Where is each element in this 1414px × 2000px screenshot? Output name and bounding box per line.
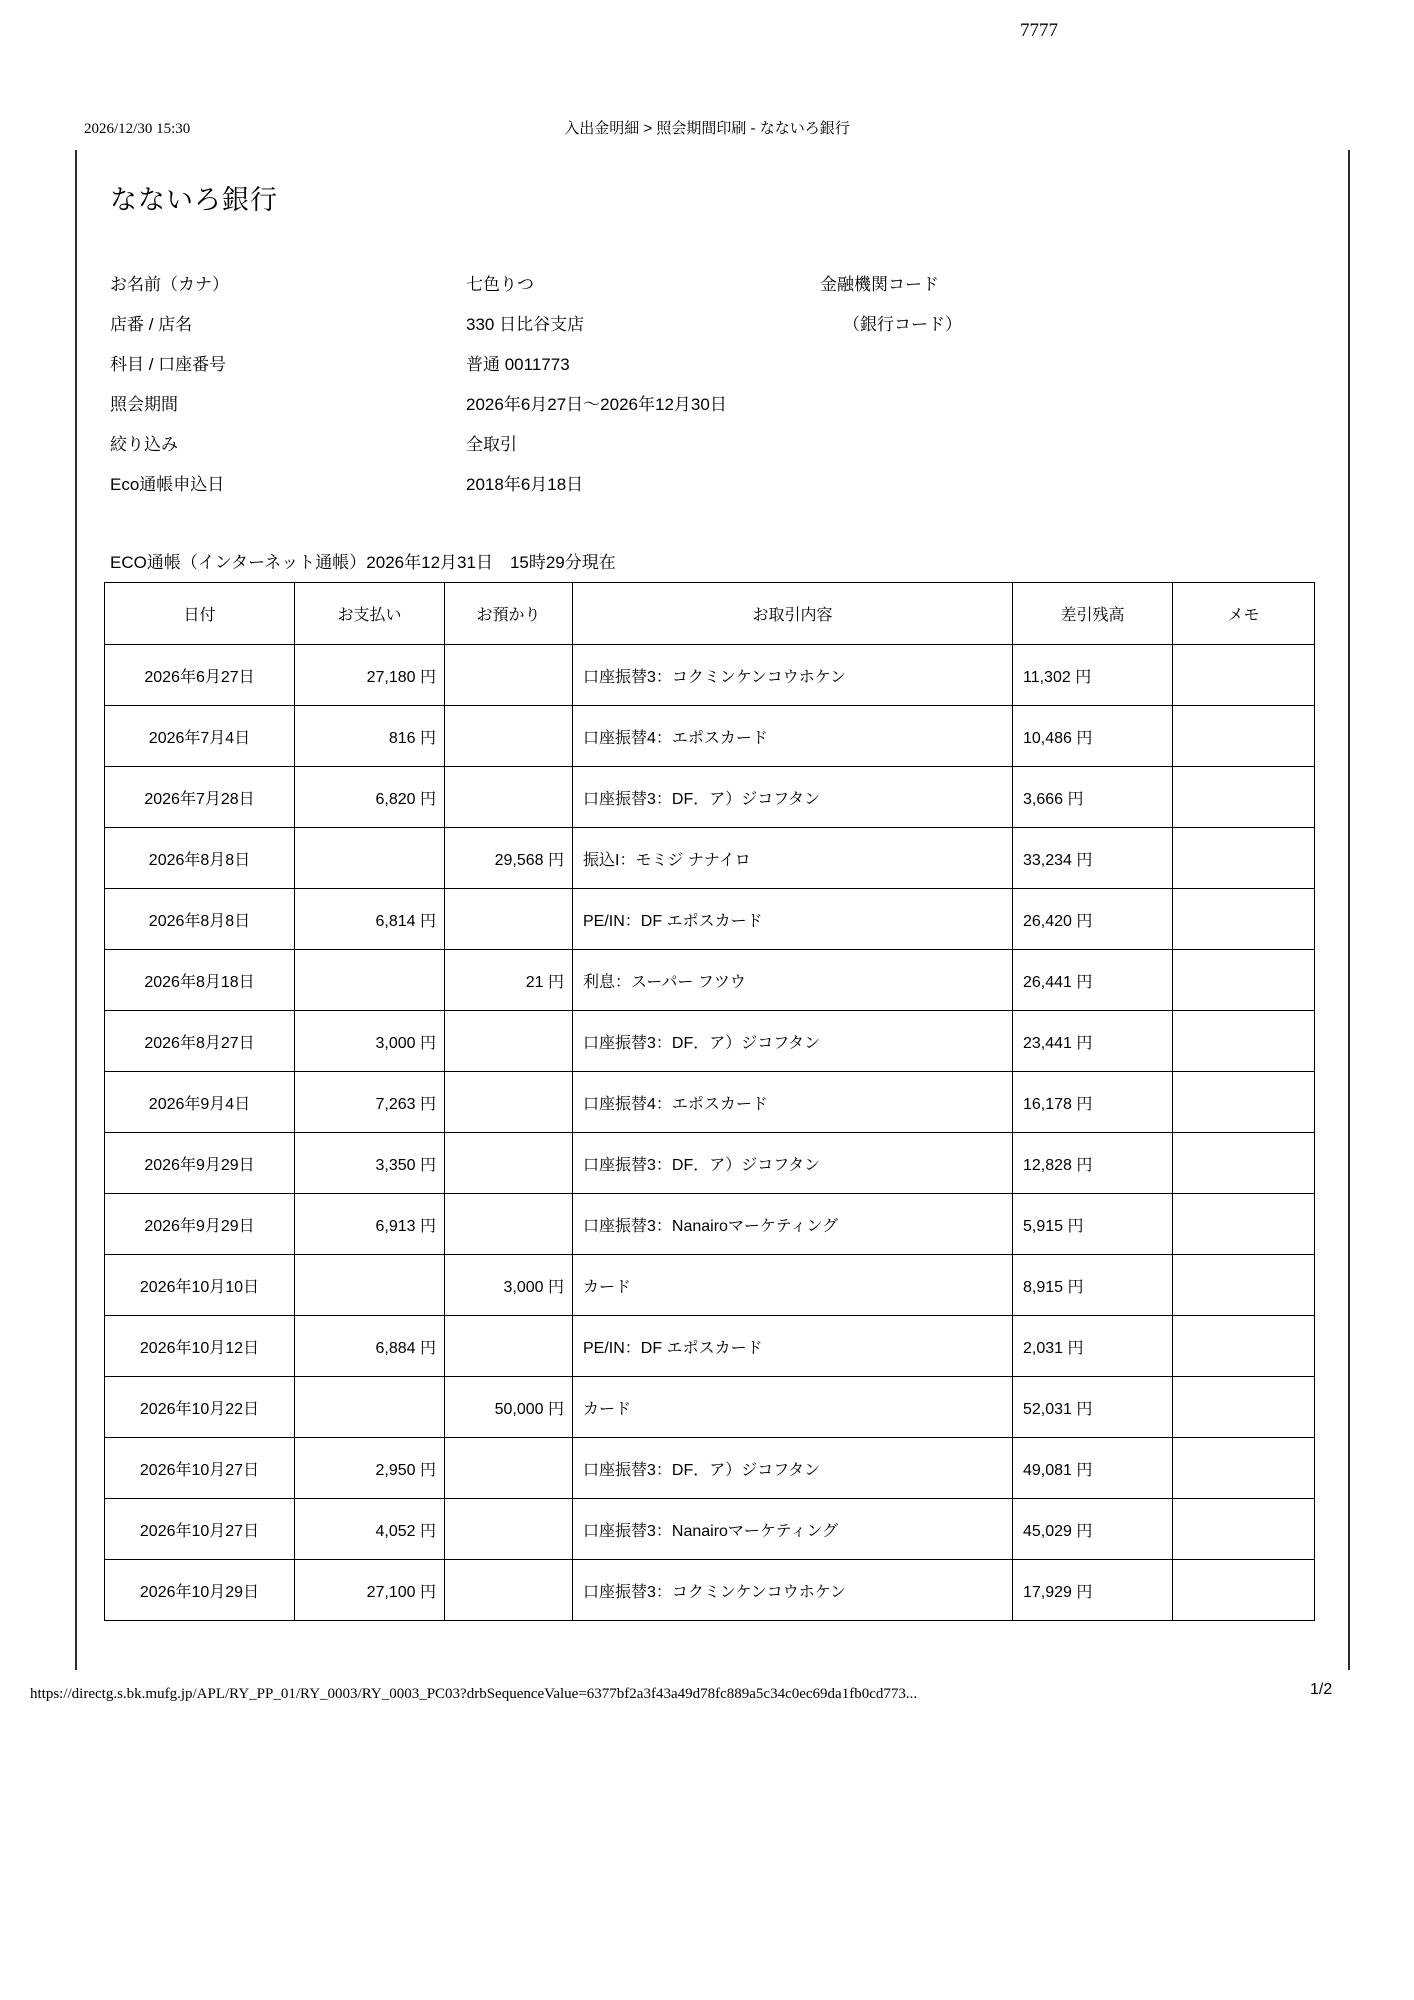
account-info-value: 七色りつ: [466, 275, 534, 294]
cell-description: PE/IN：DF エポスカード: [573, 1316, 1013, 1377]
cell-memo: [1173, 1377, 1315, 1438]
cell-payment: 2,950 円: [295, 1438, 445, 1499]
cell-payment: 7,263 円: [295, 1072, 445, 1133]
cell-balance: 26,420 円: [1013, 889, 1173, 950]
table-row: [105, 1438, 1315, 1499]
cell-payment: 27,100 円: [295, 1560, 445, 1621]
account-info-value: 2018年6月18日: [466, 475, 584, 494]
table-row: [105, 1377, 1315, 1438]
cell-memo: [1173, 828, 1315, 889]
table-row: [105, 1316, 1315, 1377]
column-header-memo: メモ: [1173, 583, 1315, 645]
print-page-title: 入出金明細 > 照会期間印刷 - なないろ銀行: [564, 120, 850, 137]
cell-balance: 2,031 円: [1013, 1316, 1173, 1377]
cell-balance: 26,441 円: [1013, 950, 1173, 1011]
account-info-row: [110, 465, 1230, 505]
cell-memo: [1173, 889, 1315, 950]
cell-memo: [1173, 950, 1315, 1011]
cell-payment: 4,052 円: [295, 1499, 445, 1560]
account-info-extra: 金融機関コード: [820, 275, 939, 294]
cell-description: 口座振替3：コクミンケンコウホケン: [573, 1560, 1013, 1621]
cell-description: 口座振替3：DF．ア）ジコフタン: [573, 767, 1013, 828]
account-info-row: [110, 385, 1230, 425]
cell-date: 2026年8月18日: [105, 950, 295, 1011]
cell-description: PE/IN：DF エポスカード: [573, 889, 1013, 950]
account-info-row: [110, 425, 1230, 465]
cell-balance: 52,031 円: [1013, 1377, 1173, 1438]
table-row: [105, 828, 1315, 889]
transaction-table: [104, 582, 1315, 1621]
cell-date: 2026年10月12日: [105, 1316, 295, 1377]
account-info-extra: （銀行コード）: [843, 315, 962, 334]
table-row: [105, 767, 1315, 828]
cell-description: カード: [573, 1377, 1013, 1438]
table-row: [105, 950, 1315, 1011]
cell-payment: 3,350 円: [295, 1133, 445, 1194]
cell-balance: 12,828 円: [1013, 1133, 1173, 1194]
cell-memo: [1173, 1072, 1315, 1133]
account-info-row: [110, 265, 1230, 305]
cell-deposit: [445, 1438, 573, 1499]
bank-code-value: 7777: [1020, 20, 1058, 41]
bank-name: なないろ銀行: [110, 185, 278, 215]
footer-page-number: 1/2: [1310, 1681, 1333, 1698]
cell-date: 2026年10月22日: [105, 1377, 295, 1438]
footer-url: https://directg.s.bk.mufg.jp/APL/RY_PP_01/RY_0003/RY_0003_PC03?drbSequenceValue=6377bf2a3f43a49d78fc889a5c34c0ec69da1fb0cd773...: [30, 1686, 918, 1702]
cell-balance: 16,178 円: [1013, 1072, 1173, 1133]
cell-balance: 8,915 円: [1013, 1255, 1173, 1316]
cell-deposit: [445, 645, 573, 706]
cell-payment: [295, 828, 445, 889]
account-info-label: 科目 / 口座番号: [110, 355, 227, 374]
account-info-label: 照会期間: [110, 395, 178, 414]
table-row: [105, 1255, 1315, 1316]
cell-payment: 6,814 円: [295, 889, 445, 950]
cell-description: 口座振替3：DF．ア）ジコフタン: [573, 1133, 1013, 1194]
column-header-payment: お支払い: [295, 583, 445, 645]
print-header: [0, 118, 1414, 140]
table-row: [105, 1499, 1315, 1560]
cell-payment: [295, 950, 445, 1011]
print-datetime: 2026/12/30 15:30: [84, 121, 191, 137]
account-info-value: 全取引: [466, 435, 517, 454]
cell-description: 口座振替3：コクミンケンコウホケン: [573, 645, 1013, 706]
cell-date: 2026年10月10日: [105, 1255, 295, 1316]
transaction-table-body: [105, 645, 1315, 1621]
cell-balance: 23,441 円: [1013, 1011, 1173, 1072]
cell-description: 口座振替3：Nanairoマーケティング: [573, 1499, 1013, 1560]
cell-balance: 11,302 円: [1013, 645, 1173, 706]
account-info-row: [110, 345, 1230, 385]
cell-deposit: [445, 1011, 573, 1072]
cell-description: カード: [573, 1255, 1013, 1316]
cell-payment: 6,913 円: [295, 1194, 445, 1255]
cell-payment: 6,820 円: [295, 767, 445, 828]
account-info-value: 330 日比谷支店: [466, 315, 585, 334]
cell-deposit: [445, 1499, 573, 1560]
table-row: [105, 1133, 1315, 1194]
cell-balance: 49,081 円: [1013, 1438, 1173, 1499]
cell-description: 口座振替3：DF．ア）ジコフタン: [573, 1438, 1013, 1499]
table-row: [105, 889, 1315, 950]
cell-deposit: 3,000 円: [445, 1255, 573, 1316]
table-row: [105, 645, 1315, 706]
column-header-date: 日付: [105, 583, 295, 645]
account-info-label: 店番 / 店名: [110, 315, 193, 334]
cell-date: 2026年9月4日: [105, 1072, 295, 1133]
cell-payment: 27,180 円: [295, 645, 445, 706]
cell-description: 口座振替3：DF．ア）ジコフタン: [573, 1011, 1013, 1072]
cell-memo: [1173, 1133, 1315, 1194]
cell-deposit: [445, 1316, 573, 1377]
account-info-label: Eco通帳申込日: [110, 475, 225, 494]
cell-description: 振込I：モミジ ナナイロ: [573, 828, 1013, 889]
cell-memo: [1173, 1255, 1315, 1316]
cell-payment: [295, 1377, 445, 1438]
cell-balance: 33,234 円: [1013, 828, 1173, 889]
cell-memo: [1173, 1194, 1315, 1255]
cell-memo: [1173, 1011, 1315, 1072]
cell-payment: 6,884 円: [295, 1316, 445, 1377]
cell-balance: 17,929 円: [1013, 1560, 1173, 1621]
cell-deposit: 29,568 円: [445, 828, 573, 889]
account-info-block: [110, 265, 1230, 505]
cell-memo: [1173, 1560, 1315, 1621]
cell-date: 2026年9月29日: [105, 1133, 295, 1194]
cell-description: 口座振替4：エポスカード: [573, 1072, 1013, 1133]
eco-passbook-caption: ECO通帳（インターネット通帳）2026年12月31日 15時29分現在: [110, 553, 616, 572]
cell-balance: 45,029 円: [1013, 1499, 1173, 1560]
table-row: [105, 706, 1315, 767]
cell-date: 2026年8月8日: [105, 828, 295, 889]
column-header-deposit: お預かり: [445, 583, 573, 645]
cell-deposit: 21 円: [445, 950, 573, 1011]
cell-balance: 10,486 円: [1013, 706, 1173, 767]
cell-memo: [1173, 1316, 1315, 1377]
table-row: [105, 1072, 1315, 1133]
cell-date: 2026年7月4日: [105, 706, 295, 767]
cell-date: 2026年9月29日: [105, 1194, 295, 1255]
column-header-description: お取引内容: [573, 583, 1013, 645]
cell-payment: 816 円: [295, 706, 445, 767]
cell-date: 2026年7月28日: [105, 767, 295, 828]
cell-description: 口座振替4：エポスカード: [573, 706, 1013, 767]
cell-payment: 3,000 円: [295, 1011, 445, 1072]
cell-date: 2026年6月27日: [105, 645, 295, 706]
account-info-label: 絞り込み: [110, 435, 178, 454]
cell-date: 2026年10月27日: [105, 1499, 295, 1560]
cell-description: 利息：スーパー フツウ: [573, 950, 1013, 1011]
cell-memo: [1173, 706, 1315, 767]
cell-deposit: [445, 1072, 573, 1133]
cell-deposit: [445, 706, 573, 767]
column-header-balance: 差引残高: [1013, 583, 1173, 645]
cell-balance: 3,666 円: [1013, 767, 1173, 828]
cell-date: 2026年10月29日: [105, 1560, 295, 1621]
cell-deposit: 50,000 円: [445, 1377, 573, 1438]
cell-deposit: [445, 889, 573, 950]
table-row: [105, 1194, 1315, 1255]
account-info-value: 普通 0011773: [466, 355, 570, 374]
cell-description: 口座振替3：Nanairoマーケティング: [573, 1194, 1013, 1255]
table-row: [105, 1560, 1315, 1621]
cell-memo: [1173, 1499, 1315, 1560]
table-header-row: [105, 583, 1315, 645]
cell-memo: [1173, 645, 1315, 706]
cell-payment: [295, 1255, 445, 1316]
table-row: [105, 1011, 1315, 1072]
cell-memo: [1173, 767, 1315, 828]
cell-date: 2026年8月8日: [105, 889, 295, 950]
cell-deposit: [445, 1133, 573, 1194]
cell-deposit: [445, 1194, 573, 1255]
cell-date: 2026年10月27日: [105, 1438, 295, 1499]
account-info-value: 2026年6月27日〜2026年12月30日: [466, 395, 727, 414]
account-info-row: [110, 305, 1230, 345]
cell-date: 2026年8月27日: [105, 1011, 295, 1072]
account-info-label: お名前（カナ）: [110, 275, 229, 294]
cell-balance: 5,915 円: [1013, 1194, 1173, 1255]
cell-deposit: [445, 1560, 573, 1621]
cell-memo: [1173, 1438, 1315, 1499]
cell-deposit: [445, 767, 573, 828]
